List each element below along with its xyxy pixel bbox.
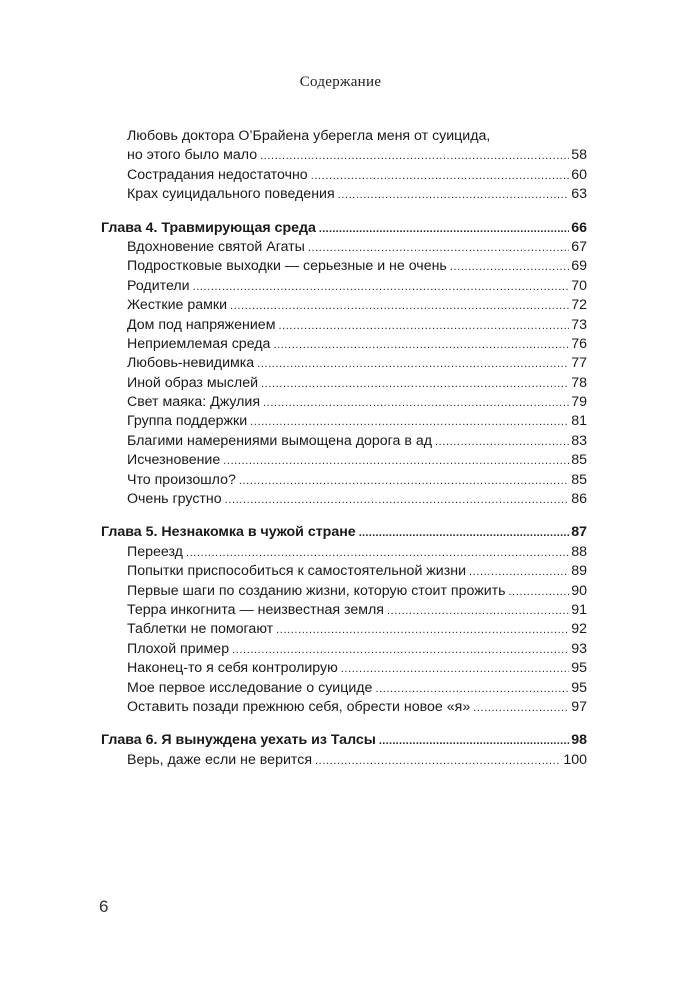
toc-entry: [101, 374, 587, 393]
toc-entry-page: 93: [571, 640, 587, 657]
toc-entry-title: Свет маяка: Джулия: [127, 394, 261, 411]
dot-leader: [257, 355, 569, 374]
toc-entry-title: Исчезновение: [127, 452, 221, 469]
toc-entry-title: Что произошло?: [127, 471, 236, 488]
dot-leader: [261, 375, 569, 394]
toc-entry-title: Попытки приспособиться к самостоятельной жизни: [127, 563, 466, 580]
dot-leader: [450, 258, 569, 277]
dot-leader: [338, 186, 570, 205]
toc-entry: [101, 412, 587, 431]
dot-leader: [225, 491, 570, 510]
toc-entry: [101, 490, 587, 509]
toc-entry-title: Глава 6. Я вынуждена уехать из Талсы: [101, 732, 376, 749]
toc-entry-title: Терра инкогнита — неизвестная земля: [127, 601, 384, 618]
dot-leader: [435, 433, 569, 452]
toc-entry: [101, 296, 587, 315]
toc-entry-title: Таблетки не помогают: [127, 621, 274, 638]
dot-leader: [250, 413, 569, 432]
toc-entry-title: Сострадания недостаточно: [127, 166, 308, 183]
dot-leader: [230, 297, 569, 316]
toc-entry-page: 91: [571, 601, 587, 618]
toc-entry: [101, 620, 587, 639]
toc-entry-page: 78: [571, 374, 587, 391]
toc-entry: [101, 601, 587, 620]
toc-entry: [101, 277, 587, 296]
toc-entry-page: 89: [571, 563, 587, 580]
dot-leader: [273, 336, 569, 355]
dot-leader: [473, 699, 569, 718]
dot-leader: [276, 621, 569, 640]
toc-entry-page: 85: [571, 452, 587, 469]
toc-entry-page: 69: [571, 258, 587, 275]
page-number: 6: [99, 897, 109, 916]
toc-entry-title: но этого было мало: [127, 147, 258, 164]
toc-entry: [101, 543, 587, 562]
toc-entry-page: 85: [571, 471, 587, 488]
dot-leader: [387, 602, 569, 621]
toc-entry-page: 79: [571, 394, 587, 411]
toc-entry-page: 73: [571, 316, 587, 333]
dot-leader: [315, 752, 561, 771]
dot-leader: [469, 563, 569, 582]
toc-entry-title: Первые шаги по созданию жизни, которую стоит прожить: [127, 582, 506, 599]
toc-entry: [101, 393, 587, 412]
toc-entry: [101, 185, 587, 204]
toc-entry-title: Вдохновение святой Агаты: [127, 238, 305, 255]
toc-entry: [101, 335, 587, 354]
toc-entry: [101, 238, 587, 257]
dot-leader: [359, 524, 570, 543]
toc-entry-continued: [101, 127, 587, 146]
toc-entry-page: 72: [571, 297, 587, 314]
toc-entry-title: Оставить позади прежнюю себя, обрести новое «я»: [127, 698, 471, 715]
toc-entry: [101, 471, 587, 490]
toc-entry-page: 98: [571, 732, 587, 749]
dot-leader: [232, 641, 569, 660]
toc-entry-page: 66: [571, 219, 587, 236]
dot-leader: [509, 583, 570, 602]
toc-entry-page: 97: [571, 698, 587, 715]
dot-leader: [375, 680, 569, 699]
toc-entry: [101, 166, 587, 185]
toc-entry-title: Неприемлемая среда: [127, 335, 271, 352]
toc-entry-title: Дом под напряжением: [127, 316, 276, 333]
toc-entry: [101, 679, 587, 698]
dot-leader: [379, 732, 569, 751]
toc-entry-page: 70: [571, 277, 587, 294]
toc-entry-page: 87: [571, 524, 587, 541]
toc-entry-title: Глава 5. Незнакомка в чужой стране: [101, 524, 356, 541]
dot-leader: [278, 317, 569, 336]
toc-chapter-entry: [101, 219, 587, 238]
toc-entry-title: Любовь-невидимка: [127, 355, 255, 372]
toc-entry-page: 83: [571, 432, 587, 449]
toc-entry: [101, 582, 587, 601]
toc-entry: [101, 751, 587, 770]
toc-entry-page: 92: [571, 621, 587, 638]
toc-entry-title: Верь, даже если не верится: [127, 751, 313, 768]
dot-leader: [319, 220, 569, 239]
toc-entry-title: Родители: [127, 277, 190, 294]
toc-entry: [101, 432, 587, 451]
toc-entry: [101, 354, 587, 373]
toc-entry-page: 90: [571, 582, 587, 599]
toc-entry: [101, 257, 587, 276]
toc-entry-page: 95: [571, 660, 587, 677]
toc-entry: [101, 659, 587, 678]
toc-entry-page: 81: [571, 413, 587, 430]
toc-entry-title: Наконец-то я себя контролирую: [127, 660, 338, 677]
toc-entry-page: 88: [571, 543, 587, 560]
dot-leader: [186, 544, 569, 563]
toc-entry-title: Глава 4. Травмирующая среда: [101, 219, 316, 236]
toc-entry: [101, 640, 587, 659]
toc-entry-title: Подростковые выходки — серьезные и не очень: [127, 258, 447, 275]
toc-entry-title: Очень грустно: [127, 491, 222, 508]
table-of-contents: [101, 127, 587, 770]
toc-entry-title: Группа поддержки: [127, 413, 248, 430]
toc-entry-title: Мое первое исследование о суициде: [127, 679, 373, 696]
toc-entry-title: Плохой пример: [127, 640, 230, 657]
toc-entry-title: Иной образ мыслей: [127, 374, 259, 391]
toc-entry-page: 58: [571, 147, 587, 164]
toc-entry-page: 77: [571, 355, 587, 372]
page-header-title: Содержание: [299, 74, 382, 90]
toc-entry-title: Благими намерениями вымощена дорога в ад: [127, 432, 432, 449]
dot-leader: [223, 452, 569, 471]
dot-leader: [193, 278, 570, 297]
toc-entry: [101, 451, 587, 470]
toc-entry-title: Переезд: [127, 543, 183, 560]
dot-leader: [311, 167, 570, 186]
dot-leader: [341, 660, 569, 679]
toc-entry-page: 76: [571, 335, 587, 352]
toc-entry-page: 95: [571, 679, 587, 696]
toc-entry-title: Жесткие рамки: [127, 297, 228, 314]
dot-leader: [308, 239, 569, 258]
toc-chapter-entry: [101, 731, 587, 750]
toc-entry: [101, 316, 587, 335]
toc-entry-page: 100: [563, 751, 587, 768]
toc-entry-page: 60: [571, 166, 587, 183]
toc-entry-page: 63: [571, 186, 587, 203]
toc-entry-page: 86: [571, 491, 587, 508]
dot-leader: [260, 147, 569, 166]
toc-chapter-entry: [101, 523, 587, 542]
toc-entry-page: 67: [571, 238, 587, 255]
toc-entry-title: Любовь доктора О’Брайена уберегла меня от суицида,: [127, 128, 491, 144]
dot-leader: [239, 472, 569, 491]
toc-entry: [101, 146, 587, 165]
dot-leader: [263, 394, 569, 413]
toc-entry: [101, 698, 587, 717]
toc-entry-title: Крах суицидального поведения: [127, 186, 335, 203]
toc-entry: [101, 562, 587, 581]
